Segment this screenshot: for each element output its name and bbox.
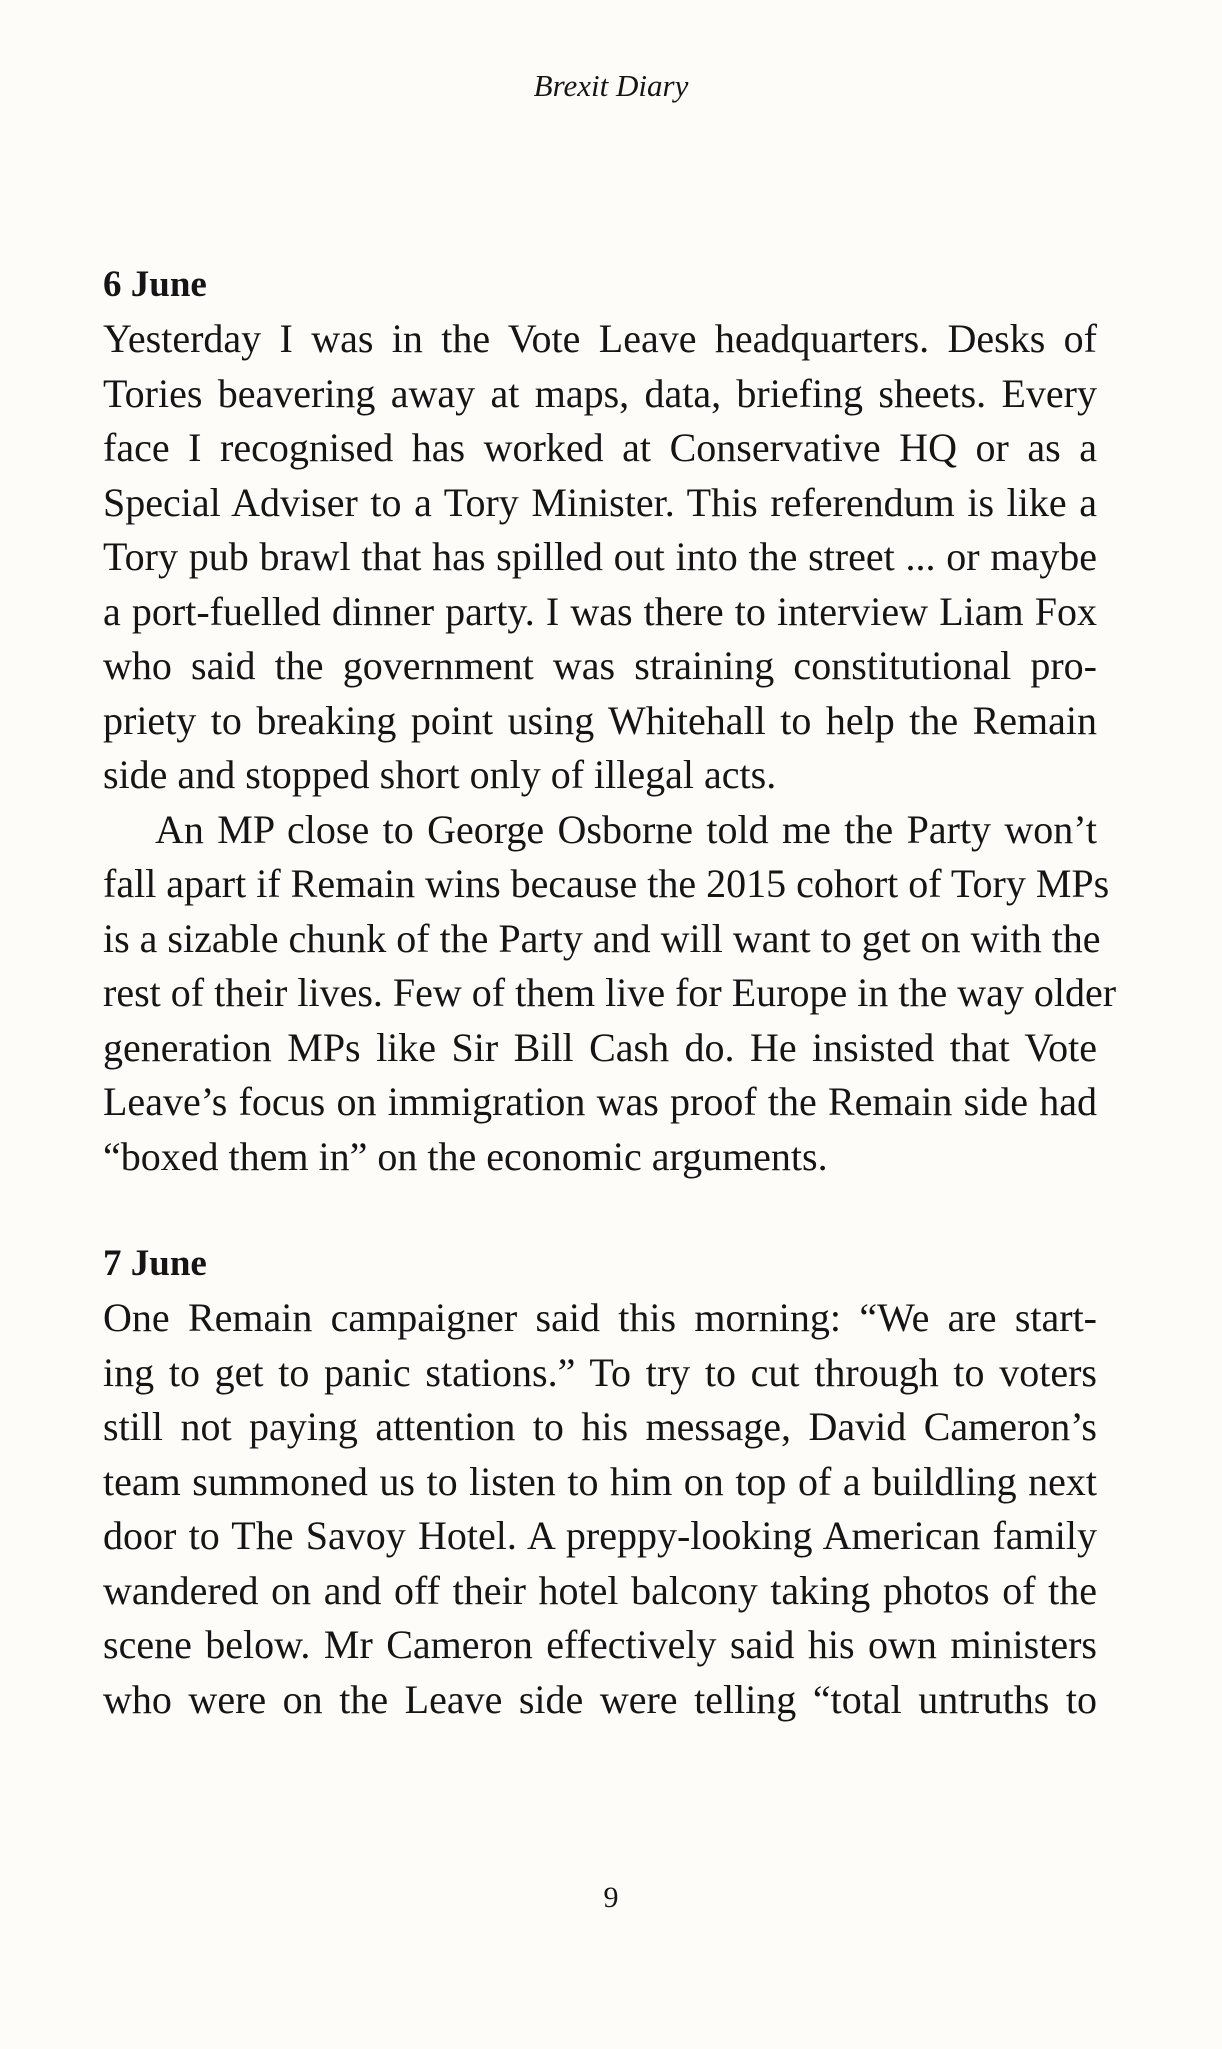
body-line: “boxed them in” on the economic arguments.: [103, 1133, 828, 1179]
body-line: wandered on and off their hotel balcony taking photos of the: [103, 1567, 1097, 1613]
diary-entry-6-june: [103, 258, 1117, 1184]
body-line: a port-fuelled dinner party. I was there to interview Liam Fox: [103, 588, 1097, 634]
entry-date-heading: 6 June: [103, 264, 207, 305]
page-number: 9: [603, 1881, 619, 1914]
body-line: priety to breaking point using Whitehall to help the Remain: [103, 697, 1097, 743]
body-line: Tories beavering away at maps, data, briefing sheets. Every: [103, 370, 1097, 416]
body-line: face I recognised has worked at Conservative HQ or as a: [103, 425, 1097, 470]
body-line: who were on the Leave side were telling “total untruths to: [103, 1676, 1097, 1722]
body-line: generation MPs like Sir Bill Cash do. He insisted that Vote: [103, 1024, 1097, 1070]
body-line: who said the government was straining constitutional pro-: [103, 643, 1097, 688]
body-line-paragraph-start: An MP close to George Osborne told me the Party won’t: [155, 806, 1097, 852]
diary-entry-7-june: [103, 1237, 1097, 1727]
body-line: rest of their lives. Few of them live for Europe in the way older: [103, 970, 1117, 1015]
body-line: Yesterday I was in the Vote Leave headquarters. Desks of: [103, 316, 1097, 361]
body-line: fall apart if Remain wins because the 2015 cohort of Tory MPs: [103, 861, 1110, 906]
running-head: Brexit Diary: [533, 68, 689, 103]
entry-date-heading: 7 June: [103, 1243, 207, 1284]
body-line: side and stopped short only of illegal acts.: [103, 752, 777, 797]
body-line: Tory pub brawl that has spilled out into the street ... or maybe: [103, 534, 1097, 579]
body-line: One Remain campaigner said this morning: “We are start-: [103, 1295, 1097, 1340]
body-line: scene below. Mr Cameron effectively said his own ministers: [103, 1622, 1097, 1667]
body-line: is a sizable chunk of the Party and will want to get on with the: [103, 915, 1101, 961]
body-line: still not paying attention to his message, David Cameron’s: [103, 1404, 1097, 1449]
body-line: team summoned us to listen to him on top of a buildling next: [103, 1458, 1097, 1504]
body-line: door to The Savoy Hotel. A preppy-looking American family: [103, 1513, 1097, 1558]
body-line: ing to get to panic stations.” To try to cut through to voters: [103, 1349, 1097, 1395]
body-line: Special Adviser to a Tory Minister. This referendum is like a: [103, 479, 1097, 525]
body-line: Leave’s focus on immigration was proof the Remain side had: [103, 1079, 1097, 1124]
